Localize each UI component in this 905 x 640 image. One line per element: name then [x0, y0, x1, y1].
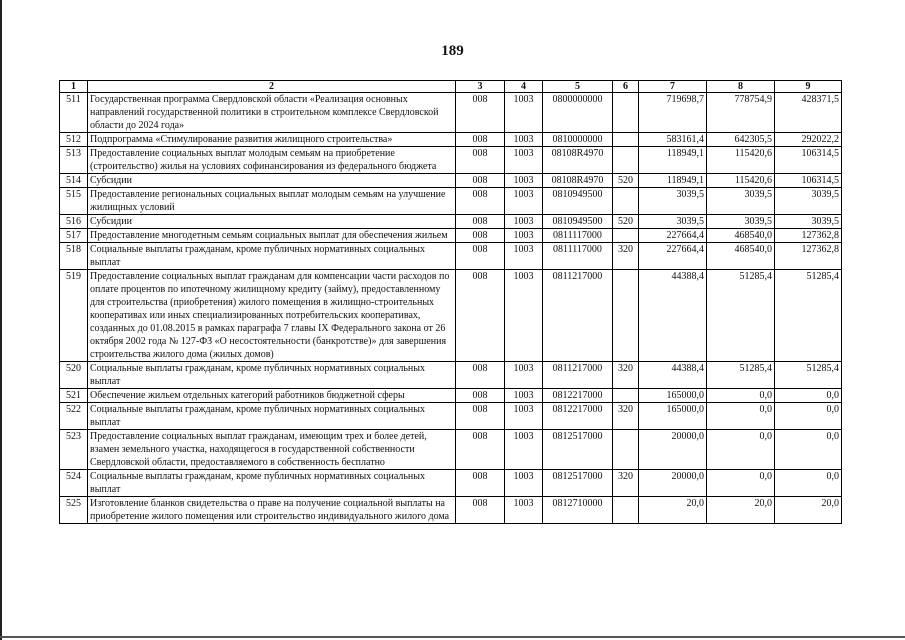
admin-code: 008 — [456, 215, 505, 229]
section-code: 1003 — [505, 470, 543, 497]
amount-year-3: 127362,8 — [775, 243, 842, 270]
amount-year-1: 227664,4 — [639, 229, 707, 243]
header-col-5: 5 — [543, 81, 613, 93]
section-code: 1003 — [505, 243, 543, 270]
expense-type-code — [613, 188, 639, 215]
amount-year-2: 115420,6 — [707, 174, 775, 188]
amount-year-1: 44388,4 — [639, 270, 707, 362]
expense-type-code — [613, 133, 639, 147]
amount-year-2: 3039,5 — [707, 215, 775, 229]
header-col-7: 7 — [639, 81, 707, 93]
amount-year-2: 115420,6 — [707, 147, 775, 174]
amount-year-1: 583161,4 — [639, 133, 707, 147]
amount-year-1: 118949,1 — [639, 174, 707, 188]
admin-code: 008 — [456, 270, 505, 362]
row-number: 520 — [60, 362, 88, 389]
row-number: 513 — [60, 147, 88, 174]
amount-year-1: 44388,4 — [639, 362, 707, 389]
admin-code: 008 — [456, 188, 505, 215]
row-description: Субсидии — [88, 215, 456, 229]
section-code: 1003 — [505, 430, 543, 470]
amount-year-2: 3039,5 — [707, 188, 775, 215]
amount-year-2: 0,0 — [707, 389, 775, 403]
admin-code: 008 — [456, 174, 505, 188]
target-article-code: 0812217000 — [543, 403, 613, 430]
amount-year-1: 20000,0 — [639, 470, 707, 497]
expense-type-code — [613, 93, 639, 133]
section-code: 1003 — [505, 270, 543, 362]
expense-type-code — [613, 229, 639, 243]
header-col-8: 8 — [707, 81, 775, 93]
row-number: 523 — [60, 430, 88, 470]
section-code: 1003 — [505, 133, 543, 147]
admin-code: 008 — [456, 389, 505, 403]
row-description: Социальные выплаты гражданам, кроме публичных нормативных социальных выплат — [88, 470, 456, 497]
target-article-code: 0811217000 — [543, 362, 613, 389]
row-number: 524 — [60, 470, 88, 497]
amount-year-1: 227664,4 — [639, 243, 707, 270]
admin-code: 008 — [456, 93, 505, 133]
amount-year-3: 106314,5 — [775, 147, 842, 174]
amount-year-1: 20000,0 — [639, 430, 707, 470]
amount-year-1: 20,0 — [639, 497, 707, 524]
table-row — [60, 133, 842, 147]
expense-type-code: 520 — [613, 215, 639, 229]
amount-year-3: 3039,5 — [775, 188, 842, 215]
expense-type-code: 320 — [613, 470, 639, 497]
amount-year-3: 3039,5 — [775, 215, 842, 229]
target-article-code: 0812517000 — [543, 430, 613, 470]
row-number: 525 — [60, 497, 88, 524]
target-article-code: 0810000000 — [543, 133, 613, 147]
target-article-code: 0810949500 — [543, 215, 613, 229]
row-number: 511 — [60, 93, 88, 133]
expense-type-code: 520 — [613, 174, 639, 188]
amount-year-3: 51285,4 — [775, 362, 842, 389]
target-article-code: 0811117000 — [543, 229, 613, 243]
section-code: 1003 — [505, 215, 543, 229]
section-code: 1003 — [505, 174, 543, 188]
expense-type-code — [613, 389, 639, 403]
amount-year-3: 0,0 — [775, 403, 842, 430]
admin-code: 008 — [456, 362, 505, 389]
amount-year-3: 292022,2 — [775, 133, 842, 147]
amount-year-2: 778754,9 — [707, 93, 775, 133]
target-article-code: 0810949500 — [543, 188, 613, 215]
amount-year-3: 127362,8 — [775, 229, 842, 243]
header-col-3: 3 — [456, 81, 505, 93]
target-article-code: 0800000000 — [543, 93, 613, 133]
table-row — [60, 270, 842, 362]
admin-code: 008 — [456, 403, 505, 430]
section-code: 1003 — [505, 93, 543, 133]
row-number: 518 — [60, 243, 88, 270]
table-row — [60, 497, 842, 524]
table-row — [60, 215, 842, 229]
row-number: 515 — [60, 188, 88, 215]
amount-year-3: 0,0 — [775, 389, 842, 403]
section-code: 1003 — [505, 403, 543, 430]
header-col-2: 2 — [88, 81, 456, 93]
row-description: Социальные выплаты гражданам, кроме публичных нормативных социальных выплат — [88, 362, 456, 389]
header-col-6: 6 — [613, 81, 639, 93]
amount-year-3: 106314,5 — [775, 174, 842, 188]
row-number: 512 — [60, 133, 88, 147]
table-row — [60, 188, 842, 215]
row-number: 522 — [60, 403, 88, 430]
amount-year-1: 719698,7 — [639, 93, 707, 133]
target-article-code: 08108R4970 — [543, 174, 613, 188]
admin-code: 008 — [456, 133, 505, 147]
expense-type-code: 320 — [613, 403, 639, 430]
target-article-code: 0812710000 — [543, 497, 613, 524]
table-row — [60, 243, 842, 270]
table-body — [60, 93, 842, 524]
scan-left-edge — [0, 0, 2, 640]
target-article-code: 08108R4970 — [543, 147, 613, 174]
amount-year-1: 165000,0 — [639, 389, 707, 403]
row-description: Социальные выплаты гражданам, кроме публичных нормативных социальных выплат — [88, 243, 456, 270]
expense-type-code — [613, 430, 639, 470]
row-description: Обеспечение жильем отдельных категорий работников бюджетной сферы — [88, 389, 456, 403]
section-code: 1003 — [505, 229, 543, 243]
header-col-1: 1 — [60, 81, 88, 93]
page-number: 189 — [441, 43, 464, 59]
row-description: Изготовление бланков свидетельства о праве на получение социальной выплаты на приобретение жилого помещения или строительство индивидуального жилого дома — [88, 497, 456, 524]
budget-table — [59, 80, 842, 524]
table-row — [60, 93, 842, 133]
row-description: Субсидии — [88, 174, 456, 188]
amount-year-3: 0,0 — [775, 430, 842, 470]
admin-code: 008 — [456, 470, 505, 497]
admin-code: 008 — [456, 229, 505, 243]
row-description: Предоставление социальных выплат молодым семьям на приобретение (строительство) жилья на условиях софинансирования из федерального бюджета — [88, 147, 456, 174]
expense-type-code — [613, 270, 639, 362]
table-row — [60, 147, 842, 174]
section-code: 1003 — [505, 147, 543, 174]
amount-year-2: 51285,4 — [707, 270, 775, 362]
expense-type-code: 320 — [613, 362, 639, 389]
scan-bottom-edge — [0, 636, 905, 638]
target-article-code: 0811217000 — [543, 270, 613, 362]
amount-year-2: 51285,4 — [707, 362, 775, 389]
amount-year-1: 3039,5 — [639, 188, 707, 215]
admin-code: 008 — [456, 147, 505, 174]
expense-type-code — [613, 497, 639, 524]
amount-year-2: 0,0 — [707, 430, 775, 470]
amount-year-2: 0,0 — [707, 470, 775, 497]
section-code: 1003 — [505, 389, 543, 403]
row-description: Социальные выплаты гражданам, кроме публичных нормативных социальных выплат — [88, 403, 456, 430]
table-row — [60, 403, 842, 430]
amount-year-2: 20,0 — [707, 497, 775, 524]
row-description: Предоставление социальных выплат гражданам, имеющим трех и более детей, взамен земельного участка, находящегося в государственной собственности Свердловской области, предоставляемого в собственность бесплатно — [88, 430, 456, 470]
row-number: 521 — [60, 389, 88, 403]
row-number: 516 — [60, 215, 88, 229]
table-row — [60, 430, 842, 470]
section-code: 1003 — [505, 362, 543, 389]
amount-year-2: 468540,0 — [707, 243, 775, 270]
table-header-row — [60, 81, 842, 93]
amount-year-2: 642305,5 — [707, 133, 775, 147]
section-code: 1003 — [505, 188, 543, 215]
table-row — [60, 389, 842, 403]
header-col-4: 4 — [505, 81, 543, 93]
expense-type-code: 320 — [613, 243, 639, 270]
row-description: Предоставление многодетным семьям социальных выплат для обеспечения жильем — [88, 229, 456, 243]
section-code: 1003 — [505, 497, 543, 524]
row-description: Предоставление социальных выплат гражданам для компенсации части расходов по оплате процентов по ипотечному жилищному кредиту (займу), предоставленному для строительства (приобретения) жилого помещения в жилищно-строительных кооперативах или иных специализированных потребительских кооперативах, созданных до 01.08.2015 в рамках параграфа 7 главы IX Федерального закона от 26 октября 2002 года № 127-ФЗ «О несостоятельности (банкротстве)» для завершения строительства жилого дома (жилых домов) — [88, 270, 456, 362]
admin-code: 008 — [456, 430, 505, 470]
amount-year-3: 51285,4 — [775, 270, 842, 362]
row-description: Подпрограмма «Стимулирование развития жилищного строительства» — [88, 133, 456, 147]
amount-year-3: 0,0 — [775, 470, 842, 497]
admin-code: 008 — [456, 243, 505, 270]
target-article-code: 0812517000 — [543, 470, 613, 497]
table-row — [60, 362, 842, 389]
amount-year-2: 0,0 — [707, 403, 775, 430]
amount-year-3: 428371,5 — [775, 93, 842, 133]
admin-code: 008 — [456, 497, 505, 524]
row-number: 517 — [60, 229, 88, 243]
table-row — [60, 470, 842, 497]
table-row — [60, 174, 842, 188]
amount-year-3: 20,0 — [775, 497, 842, 524]
expense-type-code — [613, 147, 639, 174]
row-number: 519 — [60, 270, 88, 362]
table-row — [60, 229, 842, 243]
row-description: Государственная программа Свердловской области «Реализация основных направлений государственной политики в строительном комплексе Свердловской области до 2024 года» — [88, 93, 456, 133]
target-article-code: 0812217000 — [543, 389, 613, 403]
row-number: 514 — [60, 174, 88, 188]
amount-year-1: 3039,5 — [639, 215, 707, 229]
row-description: Предоставление региональных социальных выплат молодым семьям на улучшение жилищных условий — [88, 188, 456, 215]
amount-year-1: 165000,0 — [639, 403, 707, 430]
amount-year-1: 118949,1 — [639, 147, 707, 174]
header-col-9: 9 — [775, 81, 842, 93]
amount-year-2: 468540,0 — [707, 229, 775, 243]
target-article-code: 0811117000 — [543, 243, 613, 270]
